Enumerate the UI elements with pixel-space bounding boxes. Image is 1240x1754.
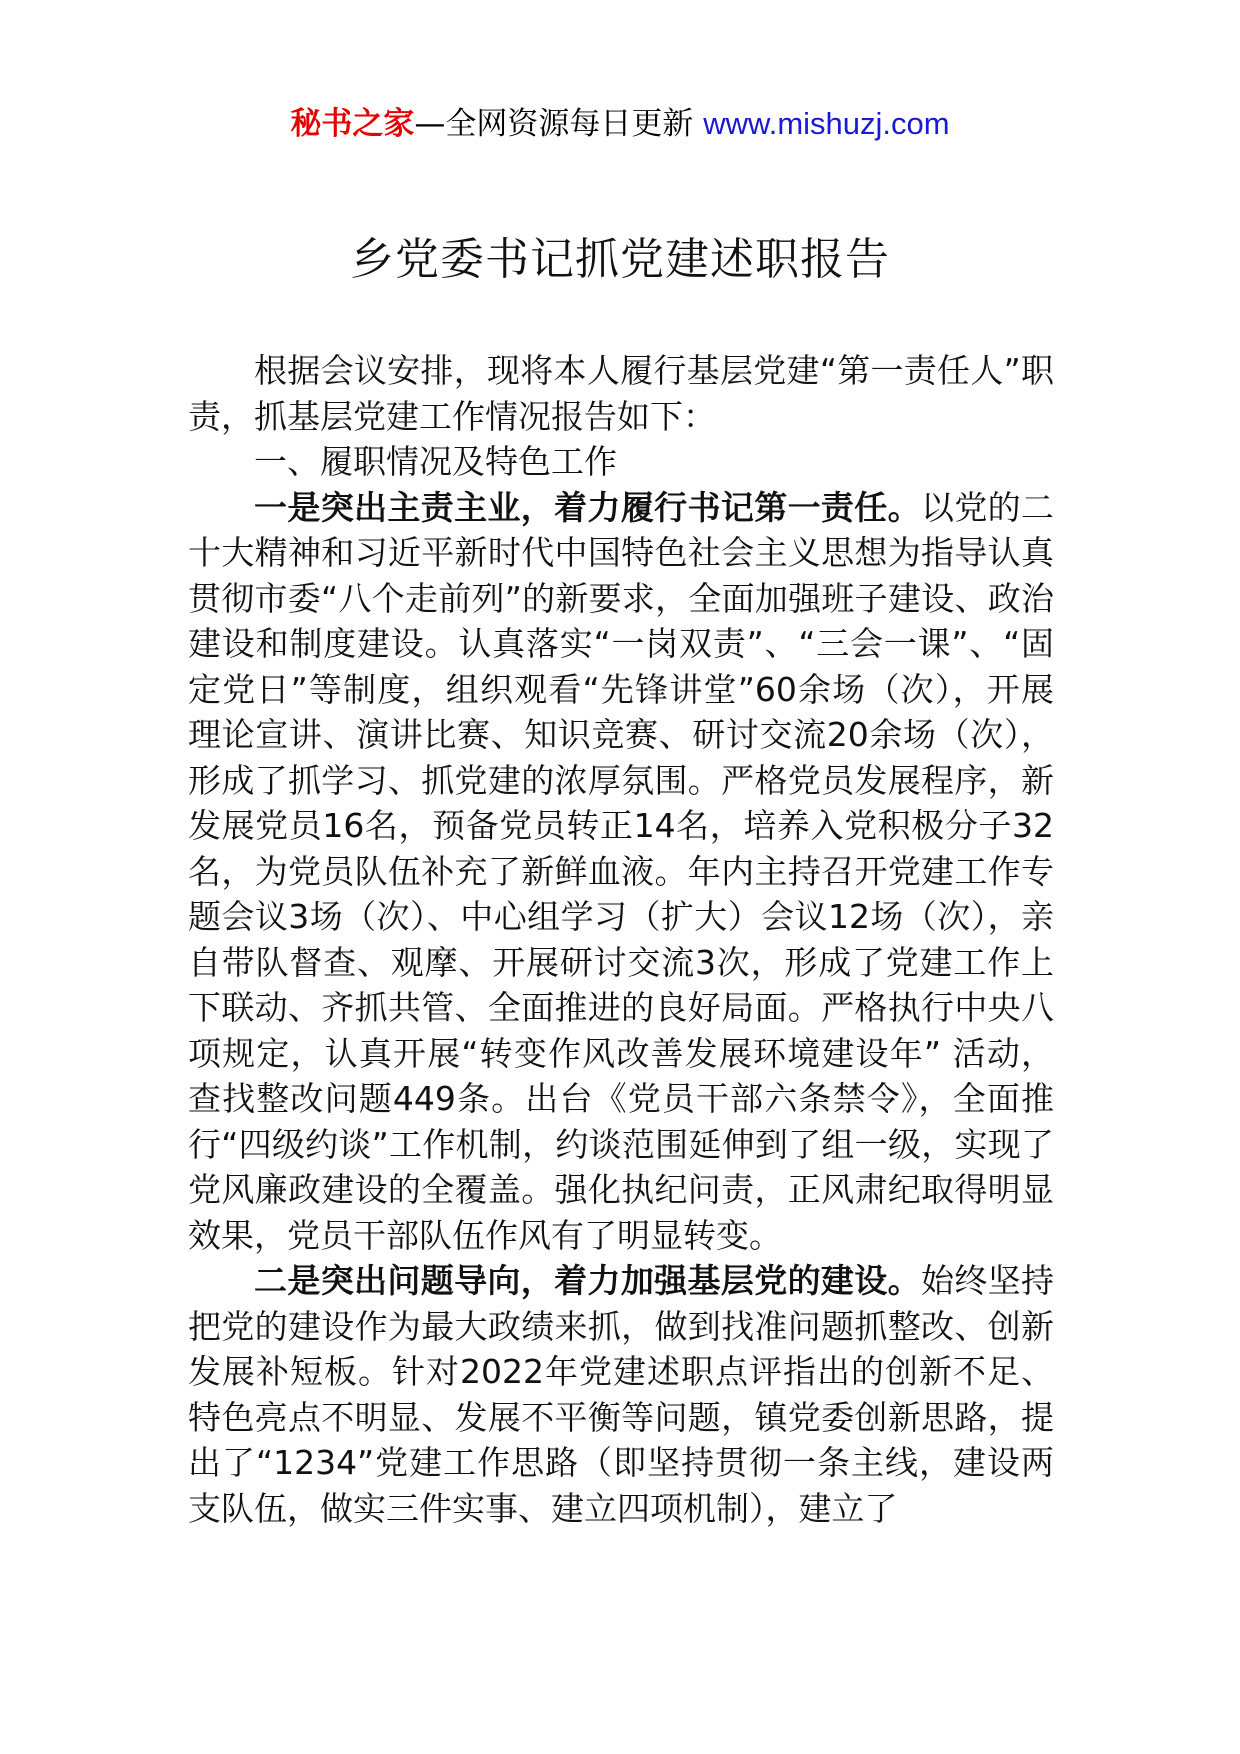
paragraph-2 xyxy=(188,1258,1054,1531)
site-brand: 秘书之家 xyxy=(290,106,415,142)
document-title: 乡党委书记抓党建述职报告 xyxy=(350,234,890,285)
section-heading: 一、履职情况及特色工作 xyxy=(254,442,617,481)
paragraph-1-lead: 一是突出主责主业，着力履行书记第一责任。 xyxy=(254,487,921,527)
site-tagline: —全网资源每日更新 xyxy=(414,106,704,142)
site-header xyxy=(0,102,1240,146)
document-body xyxy=(188,348,1054,1531)
paragraph-1 xyxy=(188,485,1054,1259)
paragraph-1-text: 以党的二十大精神和习近平新时代中国特色社会主义思想为指导认真贯彻市委“八个走前列”的新要求，全面加强班子建设、政治建设和制度建设。认真落实“一岗双责”、“三会一课”、“固定党日”等制度，组织观看“先锋讲堂”60余场（次），开展理论宣讲、演讲比赛、知识竞赛、研讨交流20余场（次），形成了抓学习、抓党建的浓厚氛围。严格党员发展程序，新发展党员16名，预备党员转正14名，培养入党积极分子32名，为党员队伍补充了新鲜血液。年内主持召开党建工作专题会议3场（次）、中心组学习（扩大）会议12场（次），亲自带队督查、观摩、开展研讨交流3次，形成了党建工作上下联动、齐抓共管、全面推进的良好局面。严格执行中央八项规定，认真开展“转变作风改善发展环境建设年” 活动，查找整改问题449条。出台《党员干部六条禁令》，全面推行“四级约谈”工作机制，约谈范围延伸到了组一级，实现了党风廉政建设的全覆盖。强化执纪问责，正风肃纪取得明显效果，党员干部队伍作风有了明显转变。 xyxy=(188,487,1055,1255)
site-url-link[interactable]: www.mishuzj.com xyxy=(703,106,950,141)
intro-paragraph: 根据会议安排，现将本人履行基层党建“第一责任人”职责，抓基层党建工作情况报告如下： xyxy=(188,351,1054,436)
paragraph-2-lead: 二是突出问题导向，着力加强基层党的建设。 xyxy=(254,1261,921,1300)
paragraph-2-text: 始终坚持把党的建设作为最大政绩来抓，做到找准问题抓整改、创新发展补短板。针对2022年党建述职点评指出的创新不足、特色亮点不明显、发展不平衡等问题，镇党委创新思路，提出了“1234”党建工作思路（即坚持贯彻一条主线，建设两支队伍，做实三件实事、建立四项机制），建立了 xyxy=(188,1261,1055,1528)
